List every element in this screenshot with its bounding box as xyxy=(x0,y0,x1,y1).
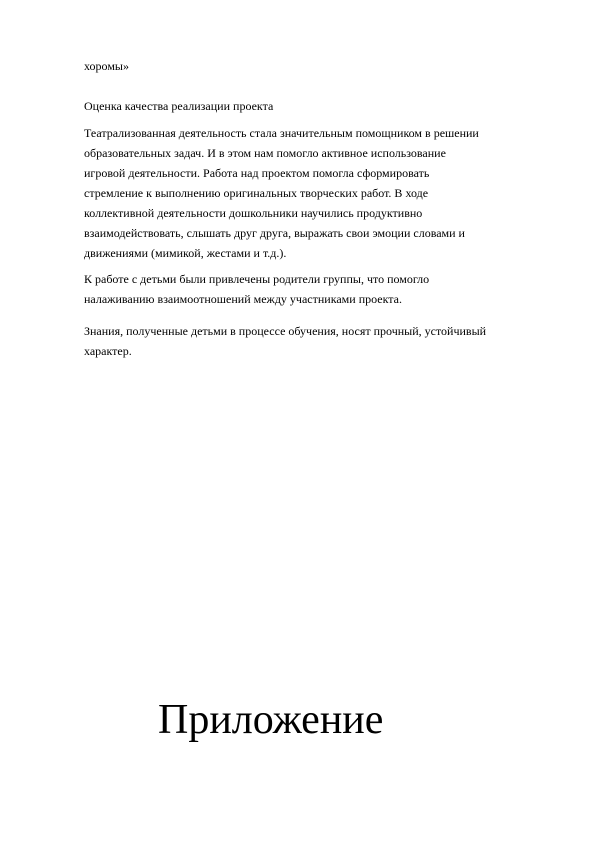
text-line: образовательных задач. И в этом нам помогло активное использование xyxy=(84,146,446,160)
text-line: налаживанию взаимоотношений между участниками проекта. xyxy=(84,292,402,306)
text-line: стремление к выполнению оригинальных творческих работ. В ходе xyxy=(84,186,429,200)
text-line: характер. xyxy=(84,344,132,358)
appendix-title: Приложение xyxy=(158,697,384,743)
section-heading xyxy=(84,96,554,116)
text-line: хоромы» xyxy=(84,59,129,73)
text-line: коллективной деятельности дошкольники научились продуктивно xyxy=(84,206,423,220)
paragraph-knowledge xyxy=(84,321,554,361)
text-line: игровой деятельности. Работа над проектом помогла сформировать xyxy=(84,166,430,180)
text-line: Оценка качества реализации проекта xyxy=(84,99,274,113)
text-line: К работе с детьми были привлечены родители группы, что помогло xyxy=(84,272,430,286)
text-line: взаимодействовать, слышать друг друга, выражать свои эмоции словами и xyxy=(84,226,465,240)
text-line: Театрализованная деятельность стала значительным помощником в решении xyxy=(84,126,479,140)
paragraph-theatre-activity xyxy=(84,123,554,263)
paragraph-parents xyxy=(84,269,554,309)
text-line: Знания, полученные детьми в процессе обучения, носят прочный, устойчивый xyxy=(84,324,487,338)
top-text-fragment xyxy=(84,56,554,76)
text-line: движениями (мимикой, жестами и т.д.). xyxy=(84,246,287,260)
